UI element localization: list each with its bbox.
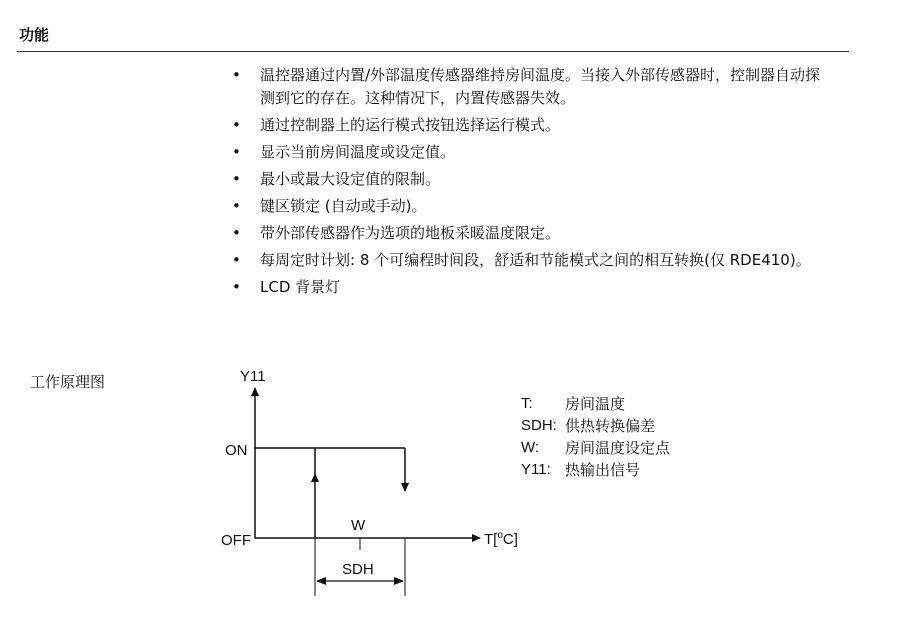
feature-item: [232, 114, 832, 137]
legend-row: [521, 393, 670, 415]
feature-item: [232, 168, 832, 191]
diagram-label: 工作原理图: [30, 373, 106, 391]
x-axis-label: T[$^o$C]: [484, 530, 518, 548]
feature-item: [232, 141, 832, 164]
feature-item: [232, 249, 832, 272]
feature-text: LCD 背景灯: [260, 278, 341, 296]
bullet-icon: •: [232, 66, 241, 84]
legend-row: [521, 415, 670, 437]
legend-value: 房间温度: [565, 395, 626, 413]
bullet-icon: •: [232, 278, 241, 296]
legend-row: [521, 459, 670, 481]
hysteresis-diagram: [210, 360, 540, 605]
sdh-right-arrow-icon: [394, 577, 404, 585]
feature-item: [232, 195, 832, 218]
feature-text: 最小或最大设定值的限制。: [260, 170, 441, 188]
legend-key: T:: [521, 395, 533, 412]
legend-value: 热输出信号: [565, 461, 641, 479]
legend-key: W:: [521, 439, 540, 456]
off-label: OFF: [221, 532, 251, 549]
feature-text: 键区锁定 (自动或手动)。: [260, 197, 427, 215]
legend-value: 供热转换偏差: [565, 417, 656, 435]
feature-item: [232, 276, 832, 299]
feature-item: [232, 222, 832, 245]
bullet-icon: •: [232, 116, 241, 134]
section-title: 功能: [19, 26, 50, 44]
setpoint-label: W: [351, 517, 366, 534]
section-divider: [17, 51, 849, 52]
sdh-label: SDH: [342, 561, 374, 578]
feature-text: 温控器通过内置/外部温度传感器维持房间温度。当接入外部传感器时，控制器自动探测到它的存在。这种情况下，内置传感器失效。: [260, 66, 821, 107]
feature-text: 通过控制器上的运行模式按钮选择运行模式。: [260, 116, 561, 134]
bullet-icon: •: [232, 224, 241, 242]
bullet-icon: •: [232, 143, 241, 161]
y-axis-label: Y11: [240, 368, 266, 385]
feature-list: [232, 64, 832, 303]
legend-key: SDH:: [521, 417, 557, 434]
feature-item: [232, 64, 832, 110]
legend-value: 房间温度设定点: [565, 439, 671, 457]
on-label: ON: [225, 442, 248, 459]
bullet-icon: •: [232, 170, 241, 188]
sdh-left-arrow-icon: [316, 577, 326, 585]
feature-text: 显示当前房间温度或设定值。: [260, 143, 456, 161]
feature-text: 带外部传感器作为选项的地板采暖温度限定。: [260, 224, 561, 242]
feature-text: 每周定时计划: 8 个可编程时间段，舒适和节能模式之间的相互转换(仅 RDE410)。: [260, 251, 811, 269]
diagram-legend: [521, 393, 670, 481]
legend-key: Y11:: [521, 461, 551, 478]
bullet-icon: •: [232, 251, 241, 269]
bullet-icon: •: [232, 197, 241, 215]
legend-row: [521, 437, 670, 459]
